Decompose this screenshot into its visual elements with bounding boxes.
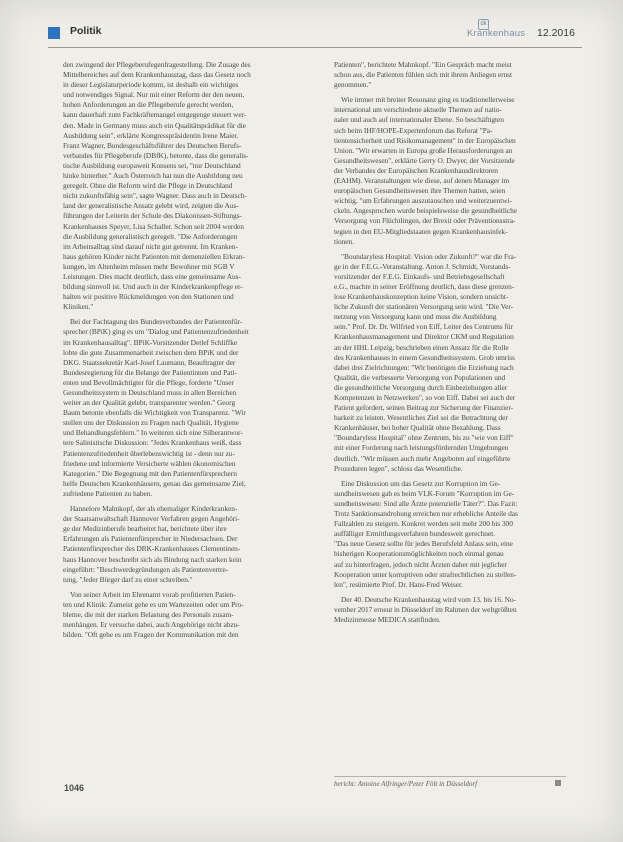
text-line: barkeit zu leisten. Wesentliches Ziel sei die Betrachtung der xyxy=(334,413,508,423)
text-line: helfe Deutschen Krankenhäusern, genau das gemeinsame Ziel, xyxy=(63,478,246,488)
text-line: bilden. "Oft gehe es um Fragen der Kommunikation mit den xyxy=(63,630,239,640)
issue-label: 12.2016 xyxy=(537,27,575,39)
text-line: und notwendiges Signal. Nur mit einer Reform der den neuen, xyxy=(63,90,245,100)
text-line: tische Ausbildung europaweit Konsens sei, "nur Deutschland xyxy=(63,160,241,170)
text-line: tung, "Jeder Bürger darf zu einer schreiben." xyxy=(63,574,193,584)
text-line: Der 40. Deutsche Krankenhaustag wird vom 13. bis 16. No- xyxy=(341,594,516,604)
text-line: friedene und informierte Versicherte wählen ökonomischen xyxy=(63,458,236,468)
magazine-name: Krankenhaus xyxy=(467,28,526,39)
text-line: schon aus, die Patienten fühlen sich mit ihrem Anliegen ernst xyxy=(334,70,512,80)
text-line: tientensicherheit und Risikomanagement" in der Europäischen xyxy=(334,135,516,145)
text-line: auffälliger Ermittlungsverfahren bundesweit gerechnet. xyxy=(334,529,495,539)
text-line: naler und auch auf internationaler Ebene. So beschäftigten xyxy=(334,115,504,125)
text-line: wichtig, "um Erfahrungen auszutauschen und weiterzuentwi- xyxy=(334,196,512,206)
text-line: stellen uns der Diskussion zu Fragen nach Qualität, Hygiene xyxy=(63,418,239,428)
text-line: den zwingend der Pflegeberufegenfragestellung. Die Zusage des xyxy=(63,60,251,69)
text-line: der Verbandes der Europäischen Krankenhausdirektoren xyxy=(334,165,498,175)
text-line: Patienten", berichtete Mahnkopf. "Ein Gespräch macht meist xyxy=(334,60,512,69)
text-line: ckeln. Angesprochen wurde beispielsweise die gesundheitliche xyxy=(334,206,517,216)
text-line: im Krankenhausalltag". BPiK-Vorsitzender Detlef Schliffke xyxy=(63,337,238,347)
text-line: DKG. Staatssekretär Karl-Josef Laumann, Beauftragter der xyxy=(63,357,236,367)
text-line: Erfahrungen als Patientenfürsprecher in Niedersachsen. Der xyxy=(63,534,238,544)
article-end-mark xyxy=(555,780,561,786)
text-line: und Behandlungsfehlern." In weiteren sich eine Silberantwor- xyxy=(63,428,243,438)
text-line: Patientenfürsprecher des DRK-Krankenhauses Clementinen- xyxy=(63,544,241,554)
text-line: tegien in den EU-Mitgliedstaaten gegen Krankenhausinfek- xyxy=(334,226,508,236)
text-line: halten wir positive Rückmeldungen von den Stationen und xyxy=(63,292,234,302)
text-line: sein." Prof. Dr. Dr. Wilfried von Eiff, Leiter des Centrums für xyxy=(334,322,513,332)
text-line: zufriedene Patienten zu haben. xyxy=(63,488,153,498)
text-line: Fallzahlen zu steigern. Konkret werden seit mehr 200 bis 300 xyxy=(334,519,513,529)
text-line: Bundesregierung für die Belange der Patientinnen und Pati- xyxy=(63,367,237,377)
right-text-column xyxy=(334,60,567,772)
text-line: enten und Bevollmächtigter für die Pflege, forderte "Unser xyxy=(63,377,234,387)
text-line: Leistungen. Dies macht deutlich, dass eine gemeinsame Aus- xyxy=(63,271,241,281)
text-line: Franz Wagner, Bundesgeschäftsführer des Deutschen Berufs- xyxy=(63,140,242,150)
text-line: tionen. xyxy=(334,236,354,246)
text-line: sundheitswesen gab es beim VLK-Forum "Korruption im Ge- xyxy=(334,488,515,498)
text-line: Von seiner Arbeit im Ehrenamt vorab profitierten Patien- xyxy=(70,589,236,599)
text-line: sich beim IHF/HOPE-Expertenforum das Referat "Pa- xyxy=(334,125,493,135)
magazine-logo-icon: dk xyxy=(478,19,489,30)
text-line: e.G., machte in seiner Eröffnung deutlich, dass diese grenzen- xyxy=(334,281,515,291)
text-line: bisherigen Kooperationsmöglichkeiten noch einmal genau xyxy=(334,549,504,559)
text-line: Krankenhausmanagement und Direktor CKM und Regulation xyxy=(334,332,514,342)
text-line: kungen, im Altenheim müssen mehr Bewohner mit SGB V xyxy=(63,261,235,271)
text-line: Patient gefordert, seinen Beitrag zur Sicherung der Finanzier- xyxy=(334,403,513,413)
text-line: Kooperation unter korruptiven oder strafrechtlichen zu stellen- xyxy=(334,569,517,579)
text-line: "Das neue Gesetz sollte für jedes Berufsfeld Anlass sein, eine xyxy=(334,539,513,549)
text-line: haus Hannover beschreibt sich als Bindung nach starken kein xyxy=(63,554,242,564)
left-text-column xyxy=(63,60,296,772)
text-line: Medizinmesse MEDICA stattfinden. xyxy=(334,614,441,624)
text-line: Eine Diskussion um das Gesetz zur Korruption im Ge- xyxy=(341,478,501,488)
text-line: mit einer Forderung nach leistungsfördernden Umgebungen xyxy=(334,443,509,453)
text-line: Qualität, die verbesserte Versorgung von Populationen und xyxy=(334,372,506,382)
text-line: lose Krankenhauskonzeption keine Vision, sondern unsicht- xyxy=(334,292,509,302)
text-line: Bei der Fachtagung des Bundesverbandes der Patientenfür- xyxy=(70,317,243,327)
text-line: "Boundaryless Hospital: Vision oder Zukunft?" war die Fra- xyxy=(341,251,517,261)
text-line: nicht zukunftsfähig sein", sagte Wagner. Dass auch in Deutsch- xyxy=(63,191,247,201)
text-line: geregelt. Ohne die Reform wird die Pflege in Deutschland xyxy=(63,181,233,191)
text-line: Mittelbereiches auf dem Krankenhausstag, dass das Gesetz noch xyxy=(63,70,251,80)
text-line: verbandes für Pflegeberufe (DBfK), betonte, dass die generalis- xyxy=(63,150,249,160)
text-line: menhängen. Er versuche dabei, auch Angehörige nicht abzu- xyxy=(63,620,240,630)
text-line: "Boundaryless Hospital" ohne Zentrum, bis zu "wie von Eiff" xyxy=(334,433,514,443)
text-line: ten und Klinik: Zumeist gehe es um Wartezeiten oder um Pro- xyxy=(63,599,244,609)
text-line: deutlich. "Wir müssen auch mehr Angeboten auf eingeführte xyxy=(334,453,511,463)
text-line: kann dauerhaft zum Fachkräftemangel entgegenge steuert wer- xyxy=(63,110,247,120)
text-line: vorsitzender der F.E.G. Einkaufs- und Betriebsgesellschaft xyxy=(334,271,505,281)
text-line: Versorgung von Flüchtlingen, der Brexit oder Präventionsstra- xyxy=(334,216,516,226)
text-line: Kliniken." xyxy=(63,302,94,312)
text-line: bleme, die mit der starken Belastung des Personals zusam- xyxy=(63,609,234,619)
text-line: im Arbeitsalltag sind darauf nicht gut getrennt. Im Kranken- xyxy=(63,241,238,251)
text-line: Union. "Wir erwarten in Europa große Herausforderungen an xyxy=(334,145,513,155)
text-line: europäischen Gesundheitswesen ihre Themen hatten, seien xyxy=(334,186,506,196)
text-line: in dieser Legislaturperiode kommt, ist deshalb ein wichtiges xyxy=(63,80,239,90)
text-line: (EAHM). Veranstaltungen wie diese, auf denen Manager im xyxy=(334,176,510,186)
text-line: weiter an der Qualität gelebt, transparenter werden." Georg xyxy=(63,398,236,408)
text-line: len", resümierte Prof. Dr. Hans-Fred Weiser. xyxy=(334,579,463,589)
section-color-marker xyxy=(48,27,60,39)
text-line: Krankenhauses Speyer, Lisa Schaller. Schon seit 2004 werden xyxy=(63,221,244,231)
text-line: sundheitswesen: Sind alle Ärzte potenzielle Täter?". Das Fazit: xyxy=(334,498,518,508)
text-line: land der generalistische Ansatz gelebt wird, zeigten die Aus- xyxy=(63,201,239,211)
text-line: die gesundheitliche Versorgung durch Einbeziehungen aller xyxy=(334,382,508,392)
text-line: hinke hinterher." Auch Österreich hat nun die Ausbildung neu xyxy=(63,171,243,181)
text-line: Gesundheitssystem in Deutschland muss in allen Bereichen xyxy=(63,388,237,397)
text-line: führungen der Leiterin der Schule des Diakonissen-Stiftungs- xyxy=(63,211,242,221)
text-line: lobte die gute Zusammenarbeit zwischen dem BPiK und der xyxy=(63,347,239,357)
page-number: 1046 xyxy=(64,783,85,793)
text-line: Wie immer mit breiter Resonanz ging es traditionellerweise xyxy=(341,95,515,105)
text-line: Hannelore Mahnkopf, der als ehemaliger Kinderkranken- xyxy=(70,504,238,514)
text-line: an der HHL Leipzig, beschrieben einen Ansatz für die Rolle xyxy=(334,342,509,352)
text-line: liche Zukunft der stationären Versorgung sein wird. "Die Ver- xyxy=(334,302,513,312)
text-line: Gesundheitswesen", erklärte Gerry O. Dwyer, der Vorsitzende xyxy=(334,155,515,165)
text-line: haus gehören Kinder nicht Patienten mit demenziellen Erkran- xyxy=(63,251,245,261)
footer-divider xyxy=(334,776,566,777)
text-line: ge in der F.E.G.-Veranstaltung. Anton J. Schmidt, Vorstands- xyxy=(334,261,511,271)
text-line: die Ausbildung generalistisch geregelt. "Die Anforderungen xyxy=(63,231,238,241)
section-title: Politik xyxy=(70,25,102,37)
text-line: tere Salinistische Diskussion: "Jedes Krankenhaus weiß, dass xyxy=(63,438,242,448)
text-line: Kategorien." Die Begegnung mit den Patientenfürsprechern xyxy=(63,468,237,478)
text-line: bildung sinnvoll ist. Und auch in der Kinderkrankenpflege er- xyxy=(63,282,243,292)
text-line: den. Made in Germany muss auch ein Qualitätsprädikat für die xyxy=(63,120,246,130)
text-line: international um verschiedene aktuelle Themen auf natio- xyxy=(334,105,502,115)
text-line: Patientenzufriedenheit überlebenswichtig ist - denn nur zu- xyxy=(63,448,235,458)
text-line: eingeführt: "Beschwerdegründungen als Patientenvertre- xyxy=(63,564,229,574)
text-line: Krankenhäuser, bei hoher Qualität ohne Bezahlung. Dass xyxy=(334,423,501,433)
header-divider xyxy=(48,47,582,48)
text-line: vember 2017 erneut in Düsseldorf im Rahmen der weltgrößten xyxy=(334,604,517,614)
text-line: Prozeduren legen", schloss das Wesentliche. xyxy=(334,463,463,473)
author-credit: bericht: Antoine Alfringer/Peter Fölt in Düsseldorf xyxy=(334,780,478,788)
text-line: ge der Medizinberufe bearbeitet hat, berichtete über ihre xyxy=(63,524,227,534)
text-line: Baum betonte ebenfalls die Wichtigkeit von Transparenz. "Wir xyxy=(63,408,246,418)
text-line: sprecher (BPiK) ging es um "Dialog und Patientenzufriedenheit xyxy=(63,327,249,337)
text-line: netzung von Versorgung kann und muss die Ausbildung xyxy=(334,312,497,322)
text-line: der Staatsanwaltschaft Hannover Verfahren gegen Angehöri- xyxy=(63,514,240,524)
text-line: dabei drei Zielrichtungen: "Wir benötigen die Erziehung nach xyxy=(334,362,514,372)
text-line: des Krankenhauses in einem Gesundheitssystem. Grob umriss xyxy=(334,352,515,362)
text-line: Kompetenzen in Netzwerken", so von Eiff. Dabei sei auch der xyxy=(334,393,516,402)
text-line: Trotz Sanktionsandrohung erreichen nur erhebliche Anteile das xyxy=(334,509,518,519)
text-line: Ausbildung sein", erklärte Kongresspräsidentin Irene Maier. xyxy=(63,130,239,140)
text-line: auf zu hinterfragen, jedoch nicht Ärzten daher mit jeglicher xyxy=(334,559,507,569)
text-line: genommen." xyxy=(334,80,372,90)
text-line: hohen Anforderungen an die Pflegeberufe gerecht werden, xyxy=(63,100,234,110)
